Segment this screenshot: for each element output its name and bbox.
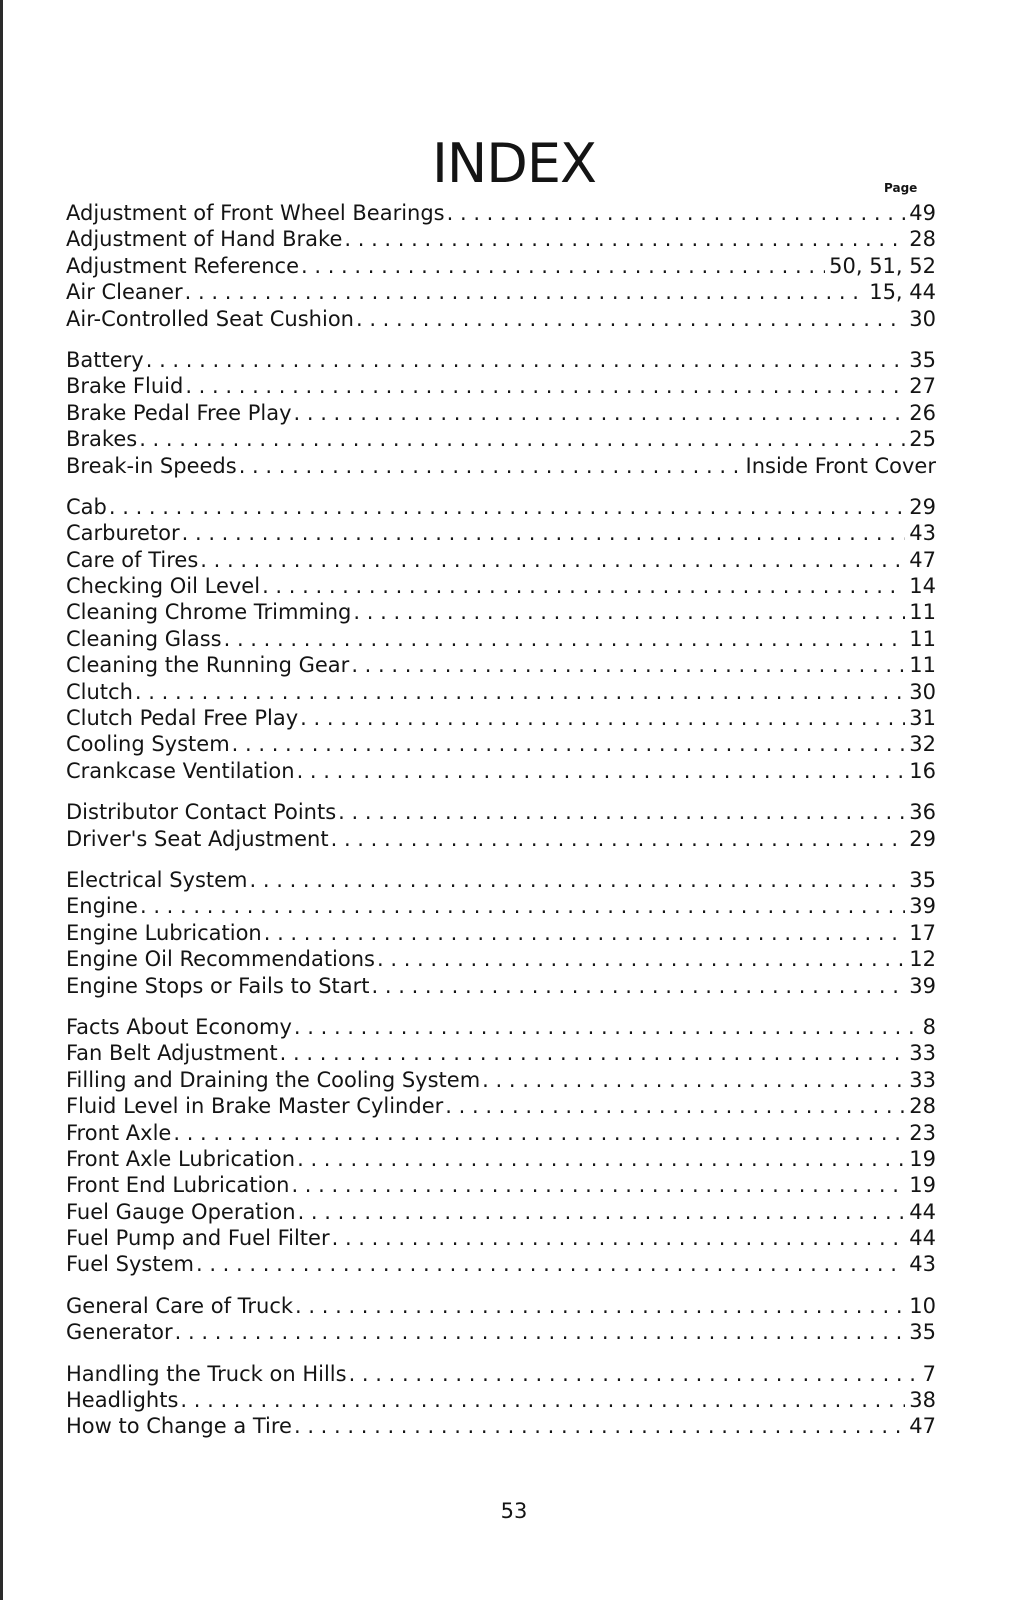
index-entry-label: Front End Lubrication (66, 1173, 290, 1198)
dot-leader (185, 279, 866, 305)
index-entry-page: 39 (909, 894, 936, 919)
index-entry-label: Handling the Truck on Hills (66, 1361, 347, 1386)
index-list (66, 200, 936, 1455)
index-entry-label: Checking Oil Level (66, 574, 261, 599)
index-entry (66, 1040, 936, 1066)
index-entry-page: 14 (909, 574, 936, 599)
index-entry-label: Adjustment of Front Wheel Bearings (66, 201, 445, 225)
index-entry-page: 11 (909, 626, 936, 651)
index-entry (66, 1067, 936, 1093)
index-entry-page: 39 (909, 973, 936, 998)
page-number: 53 (500, 1499, 528, 1523)
index-entry-label: Engine Oil Recommendations (66, 947, 375, 972)
index-entry-page: 33 (909, 1041, 936, 1066)
index-entry-label: Cleaning Glass (66, 626, 222, 651)
index-entry-label: Carburetor (66, 521, 180, 546)
index-entry-label: Engine Lubrication (66, 920, 262, 945)
index-entry-page: 50, 51, 52 (829, 253, 936, 278)
index-entry (66, 705, 936, 731)
dot-leader (297, 1146, 905, 1172)
dot-leader (173, 1120, 905, 1146)
dot-leader (146, 347, 906, 373)
dot-leader (291, 1172, 905, 1198)
index-entry-page: 31 (909, 706, 936, 731)
dot-leader (294, 400, 906, 426)
index-entry (66, 547, 936, 573)
dot-leader (338, 799, 905, 825)
index-entry (66, 1413, 936, 1439)
index-entry-label: Cab (66, 494, 107, 519)
index-entry-label: Driver's Seat Adjustment (66, 826, 329, 851)
index-entry-label: Adjustment of Hand Brake (66, 227, 343, 252)
index-entry-page: 43 (909, 1252, 936, 1277)
index-entry-label: Cleaning the Running Gear (66, 653, 350, 678)
index-entry-label: Crankcase Ventilation (66, 758, 295, 783)
index-entry (66, 253, 936, 279)
index-entry-label: Clutch (66, 679, 133, 704)
index-entry-label: Facts About Economy (66, 1014, 292, 1039)
index-entry-page: 23 (909, 1120, 936, 1145)
index-entry-label: Care of Tires (66, 547, 199, 572)
dot-leader (297, 758, 906, 784)
index-entry-label: Headlights (66, 1388, 179, 1413)
index-entry-label: Brake Fluid (66, 374, 184, 399)
index-entry (66, 494, 936, 520)
index-entry-label: Clutch Pedal Free Play (66, 706, 299, 731)
index-entry (66, 226, 936, 252)
index-entry-label: Cooling System (66, 732, 230, 757)
index-entry-page: 38 (909, 1388, 936, 1413)
index-entry-page: 26 (909, 400, 936, 425)
dot-leader (300, 705, 905, 731)
index-group (66, 347, 936, 479)
index-entry-label: Generator (66, 1320, 173, 1345)
index-group (66, 867, 936, 999)
index-entry-page: 43 (909, 521, 936, 546)
dot-leader (372, 973, 906, 999)
index-entry-label: How to Change a Tire (66, 1414, 292, 1439)
index-entry (66, 1361, 936, 1387)
index-entry-label: Brakes (66, 427, 138, 452)
index-entry-page: 32 (909, 732, 936, 757)
index-entry-page: 29 (909, 826, 936, 851)
index-entry-page: 25 (909, 427, 936, 452)
index-entry-page: 7 (922, 1361, 936, 1386)
index-entry-page: 35 (909, 867, 936, 892)
index-entry-page: 11 (909, 600, 936, 625)
index-entry-page: 28 (909, 227, 936, 252)
index-entry-page: 33 (909, 1067, 936, 1092)
index-entry-page: 27 (909, 374, 936, 399)
dot-leader (182, 520, 906, 546)
index-entry-label: Battery (66, 347, 144, 372)
index-entry-page: 36 (909, 800, 936, 825)
index-entry-label: General Care of Truck (66, 1293, 294, 1318)
dot-leader (482, 1067, 905, 1093)
index-entry-page: 28 (909, 1094, 936, 1119)
page-edge (0, 0, 3, 1600)
dot-leader (185, 373, 905, 399)
index-entry (66, 373, 936, 399)
index-entry-page: 8 (922, 1014, 936, 1039)
dot-leader (200, 547, 905, 573)
index-entry (66, 626, 936, 652)
index-entry (66, 400, 936, 426)
index-entry (66, 1293, 936, 1319)
index-entry (66, 1225, 936, 1251)
dot-leader (295, 1293, 905, 1319)
index-entry-page: 11 (909, 653, 936, 678)
index-entry (66, 652, 936, 678)
index-entry-page: 47 (909, 1414, 936, 1439)
index-entry-page: 44 (909, 1199, 936, 1224)
dot-leader (175, 1319, 906, 1345)
page-title: INDEX (431, 132, 596, 196)
index-group (66, 1293, 936, 1346)
index-entry-page: 10 (909, 1293, 936, 1318)
index-entry (66, 973, 936, 999)
index-entry-label: Distributor Contact Points (66, 800, 337, 825)
dot-leader (351, 652, 905, 678)
index-entry-label: Electrical System (66, 867, 248, 892)
dot-leader (298, 1199, 906, 1225)
index-entry (66, 573, 936, 599)
index-group (66, 200, 936, 332)
index-entry (66, 893, 936, 919)
index-entry (66, 200, 936, 226)
dot-leader (332, 1225, 906, 1251)
dot-leader (349, 1361, 919, 1387)
dot-leader (109, 494, 905, 520)
index-entry-label: Break-in Speeds (66, 453, 237, 478)
index-entry-label: Air Cleaner (66, 280, 183, 305)
dot-leader (135, 679, 905, 705)
index-entry-page: 44 (909, 1226, 936, 1251)
index-entry (66, 920, 936, 946)
index-entry-label: Cleaning Chrome Trimming (66, 600, 352, 625)
index-entry-page: 12 (909, 947, 936, 972)
index-group (66, 799, 936, 852)
index-entry-label: Air-Controlled Seat Cushion (66, 306, 354, 331)
index-entry (66, 1093, 936, 1119)
index-entry (66, 1172, 936, 1198)
index-entry-label: Engine (66, 894, 138, 919)
index-entry (66, 1199, 936, 1225)
index-entry-label: Brake Pedal Free Play (66, 400, 292, 425)
dot-leader (301, 253, 825, 279)
dot-leader (232, 731, 906, 757)
index-entry-label: Fuel System (66, 1252, 194, 1277)
index-entry (66, 306, 936, 332)
index-entry-page: 30 (909, 679, 936, 704)
index-entry (66, 731, 936, 757)
index-entry-label: Fuel Gauge Operation (66, 1199, 296, 1224)
dot-leader (224, 626, 906, 652)
dot-leader (377, 946, 905, 972)
dot-leader (196, 1251, 905, 1277)
dot-leader (353, 599, 905, 625)
index-entry-page: Inside Front Cover (745, 453, 936, 478)
index-entry-page: 49 (909, 201, 936, 225)
dot-leader (447, 200, 906, 226)
index-group (66, 1361, 936, 1440)
dot-leader (139, 426, 905, 452)
page-column-header: Page (884, 181, 918, 195)
index-entry (66, 826, 936, 852)
dot-leader (331, 826, 906, 852)
index-entry (66, 799, 936, 825)
index-entry-page: 35 (909, 1320, 936, 1345)
index-entry-page: 29 (909, 494, 936, 519)
index-group (66, 1014, 936, 1278)
index-entry-page: 16 (909, 758, 936, 783)
index-entry-page: 35 (909, 347, 936, 372)
index-entry-page: 47 (909, 547, 936, 572)
index-entry (66, 1120, 936, 1146)
index-entry-label: Fluid Level in Brake Master Cylinder (66, 1094, 444, 1119)
dot-leader (250, 867, 906, 893)
index-entry (66, 946, 936, 972)
dot-leader (262, 573, 905, 599)
dot-leader (264, 920, 906, 946)
index-entry-page: 30 (909, 306, 936, 331)
dot-leader (239, 453, 742, 479)
dot-leader (356, 306, 905, 332)
index-entry-label: Front Axle (66, 1120, 172, 1145)
index-entry (66, 867, 936, 893)
index-entry-label: Filling and Draining the Cooling System (66, 1067, 481, 1092)
index-entry-label: Fuel Pump and Fuel Filter (66, 1226, 330, 1251)
dot-leader (445, 1093, 905, 1119)
dot-leader (294, 1014, 919, 1040)
index-entry (66, 426, 936, 452)
index-entry-label: Fan Belt Adjustment (66, 1041, 278, 1066)
index-entry-label: Adjustment Reference (66, 253, 299, 278)
index-entry (66, 599, 936, 625)
index-entry (66, 1014, 936, 1040)
index-entry (66, 679, 936, 705)
index-group (66, 494, 936, 784)
index-entry (66, 1387, 936, 1413)
index-entry (66, 1319, 936, 1345)
index-entry (66, 1251, 936, 1277)
index-entry-label: Front Axle Lubrication (66, 1146, 296, 1171)
index-entry-page: 15, 44 (869, 280, 936, 305)
index-entry (66, 1146, 936, 1172)
dot-leader (140, 893, 905, 919)
index-entry-page: 17 (909, 920, 936, 945)
dot-leader (344, 226, 905, 252)
index-entry (66, 279, 936, 305)
index-entry-label: Engine Stops or Fails to Start (66, 973, 370, 998)
index-entry (66, 347, 936, 373)
index-entry (66, 520, 936, 546)
dot-leader (280, 1040, 906, 1066)
index-entry-page: 19 (909, 1146, 936, 1171)
index-entry (66, 453, 936, 479)
index-entry-page: 19 (909, 1173, 936, 1198)
index-entry (66, 758, 936, 784)
dot-leader (180, 1387, 905, 1413)
dot-leader (294, 1413, 905, 1439)
